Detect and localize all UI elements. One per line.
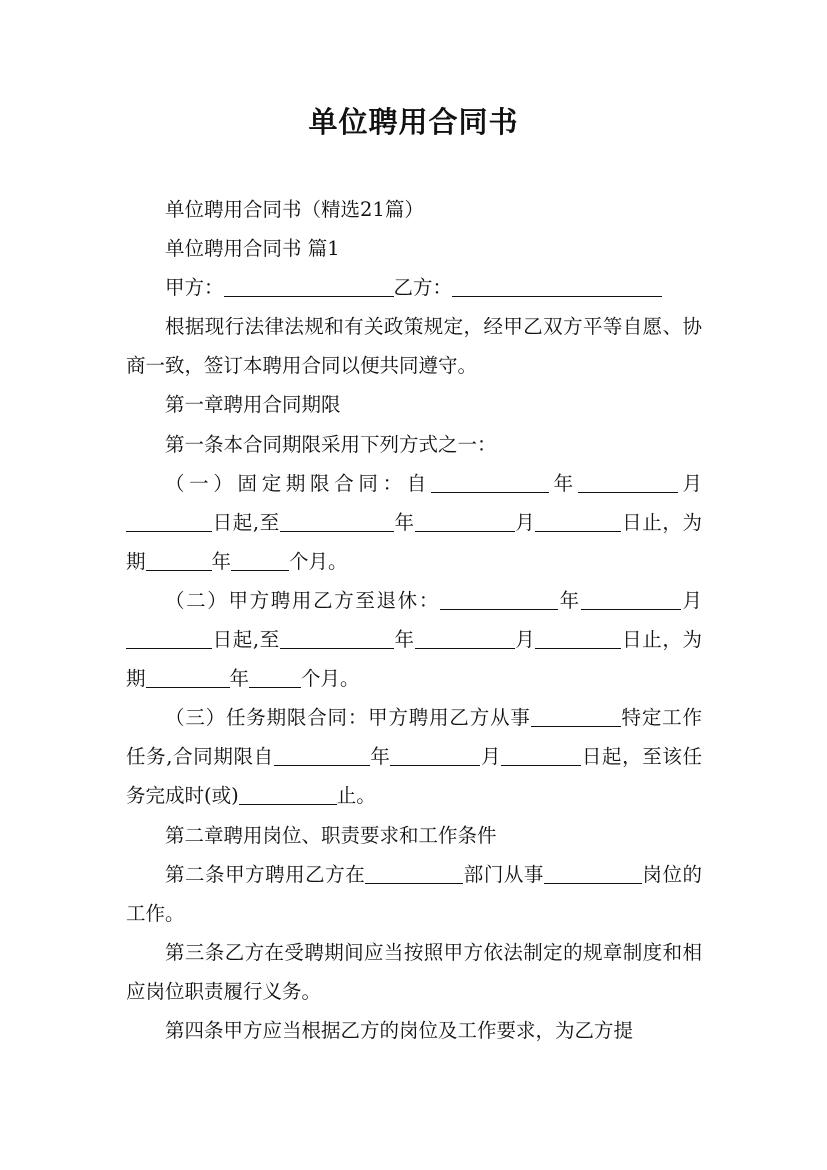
paragraph-section-heading bbox=[126, 229, 702, 268]
paragraph-parties bbox=[126, 268, 702, 307]
text-clause-3-a: （三）任务期限合同：甲方聘用乙方从事 bbox=[165, 706, 531, 730]
text-section-heading: 单位聘用合同书 篇1 bbox=[165, 237, 340, 261]
clause-2-blank-3 bbox=[126, 627, 212, 648]
word-end: 止。 bbox=[336, 784, 376, 808]
text-chapter-1: 第一章聘用合同期限 bbox=[165, 393, 341, 417]
clause-3-blank-5 bbox=[239, 784, 337, 805]
article-2-blank-2 bbox=[544, 862, 642, 883]
party-b-label: 乙方： bbox=[393, 276, 453, 300]
paragraph-clause-2 bbox=[126, 581, 702, 698]
text-clause-3-b: 特定工作任务,合同期限自 bbox=[126, 706, 702, 769]
article-2-blank-1 bbox=[365, 862, 463, 883]
party-a-blank bbox=[224, 276, 394, 297]
word-year: 年 bbox=[393, 628, 415, 652]
clause-1-blank-5 bbox=[415, 510, 515, 531]
word-day-from: 日起,至 bbox=[212, 510, 280, 534]
text-article-2-c: 岗位的工作。 bbox=[126, 862, 702, 925]
clause-2-blank-8 bbox=[249, 667, 301, 688]
clause-2-blank-7 bbox=[146, 667, 230, 688]
word-months: 个月。 bbox=[301, 667, 360, 691]
word-period: 为期 bbox=[126, 628, 702, 691]
clause-3-blank-1 bbox=[531, 706, 621, 727]
text-chapter-2: 第二章聘用岗位、职责要求和工作条件 bbox=[165, 823, 497, 847]
document-title: 单位聘用合同书 bbox=[308, 105, 519, 139]
party-b-blank bbox=[452, 276, 662, 297]
paragraph-subtitle bbox=[126, 190, 702, 229]
text-article-3: 第三条乙方在受聘期间应当按照甲方依法制定的规章制度和相应岗位职责履行义务。 bbox=[126, 940, 702, 1003]
clause-3-blank-4 bbox=[501, 745, 581, 766]
text-subtitle: 单位聘用合同书（精选21篇） bbox=[165, 198, 424, 221]
word-month: 月 bbox=[677, 471, 702, 495]
word-year: 年 bbox=[548, 471, 578, 495]
word-year: 年 bbox=[229, 667, 250, 691]
paragraph-clause-3 bbox=[126, 698, 702, 815]
text-clause-1-a: （一）固定期限合同：自 bbox=[165, 471, 431, 495]
word-year: 年 bbox=[558, 588, 581, 612]
text-preamble: 根据现行法律法规和有关政策规定，经甲乙双方平等自愿、协商一致，签订本聘用合同以便共同遵守。 bbox=[126, 315, 702, 378]
word-month: 月 bbox=[514, 510, 536, 534]
clause-2-blank-6 bbox=[535, 627, 621, 648]
paragraph-chapter-2 bbox=[126, 816, 702, 855]
paragraph-preamble bbox=[126, 307, 702, 385]
paragraph-clause-1 bbox=[126, 464, 702, 581]
word-months: 个月。 bbox=[289, 549, 348, 573]
text-article-2-a: 第二条甲方聘用乙方在 bbox=[165, 862, 366, 886]
party-a-label: 甲方： bbox=[165, 276, 224, 300]
paragraph-article-3 bbox=[126, 933, 702, 1011]
paragraph-article-4 bbox=[126, 1011, 702, 1050]
text-clause-2-a: （二）甲方聘用乙方至退休： bbox=[165, 588, 440, 612]
clause-1-blank-2 bbox=[578, 471, 678, 492]
word-month: 月 bbox=[480, 745, 502, 769]
text-article-2-b: 部门从事 bbox=[463, 862, 544, 886]
word-day-start: 日起， bbox=[581, 745, 643, 769]
paragraph-article-1 bbox=[126, 425, 702, 464]
word-year: 年 bbox=[369, 745, 391, 769]
clause-1-blank-8 bbox=[231, 549, 289, 570]
word-month: 月 bbox=[680, 588, 702, 612]
paragraph-chapter-1 bbox=[126, 385, 702, 424]
clause-2-blank-1 bbox=[440, 588, 558, 609]
clause-1-blank-1 bbox=[431, 471, 549, 492]
clause-1-blank-3 bbox=[126, 510, 212, 531]
clause-1-blank-4 bbox=[280, 510, 394, 531]
clause-3-blank-3 bbox=[390, 745, 480, 766]
clause-2-blank-2 bbox=[581, 588, 681, 609]
word-day-from: 日起,至 bbox=[212, 628, 280, 652]
document-body bbox=[126, 190, 702, 1050]
text-article-1: 第一条本合同期限采用下列方式之一： bbox=[165, 432, 497, 456]
word-year: 年 bbox=[211, 549, 232, 573]
word-day-to: 日止， bbox=[621, 510, 683, 534]
clause-2-blank-4 bbox=[280, 627, 394, 648]
word-day-to: 日止， bbox=[621, 628, 683, 652]
clause-1-blank-7 bbox=[146, 549, 212, 570]
clause-1-blank-6 bbox=[535, 510, 621, 531]
paragraph-article-2 bbox=[126, 855, 702, 933]
text-clause-3-c: 至该任务完成时(或) bbox=[126, 745, 702, 808]
clause-3-blank-2 bbox=[274, 745, 370, 766]
word-month: 月 bbox=[514, 628, 536, 652]
word-period: 为期 bbox=[126, 510, 702, 573]
clause-2-blank-5 bbox=[415, 627, 515, 648]
text-article-4: 第四条甲方应当根据乙方的岗位及工作要求，为乙方提 bbox=[165, 1018, 634, 1042]
word-year: 年 bbox=[393, 510, 415, 534]
